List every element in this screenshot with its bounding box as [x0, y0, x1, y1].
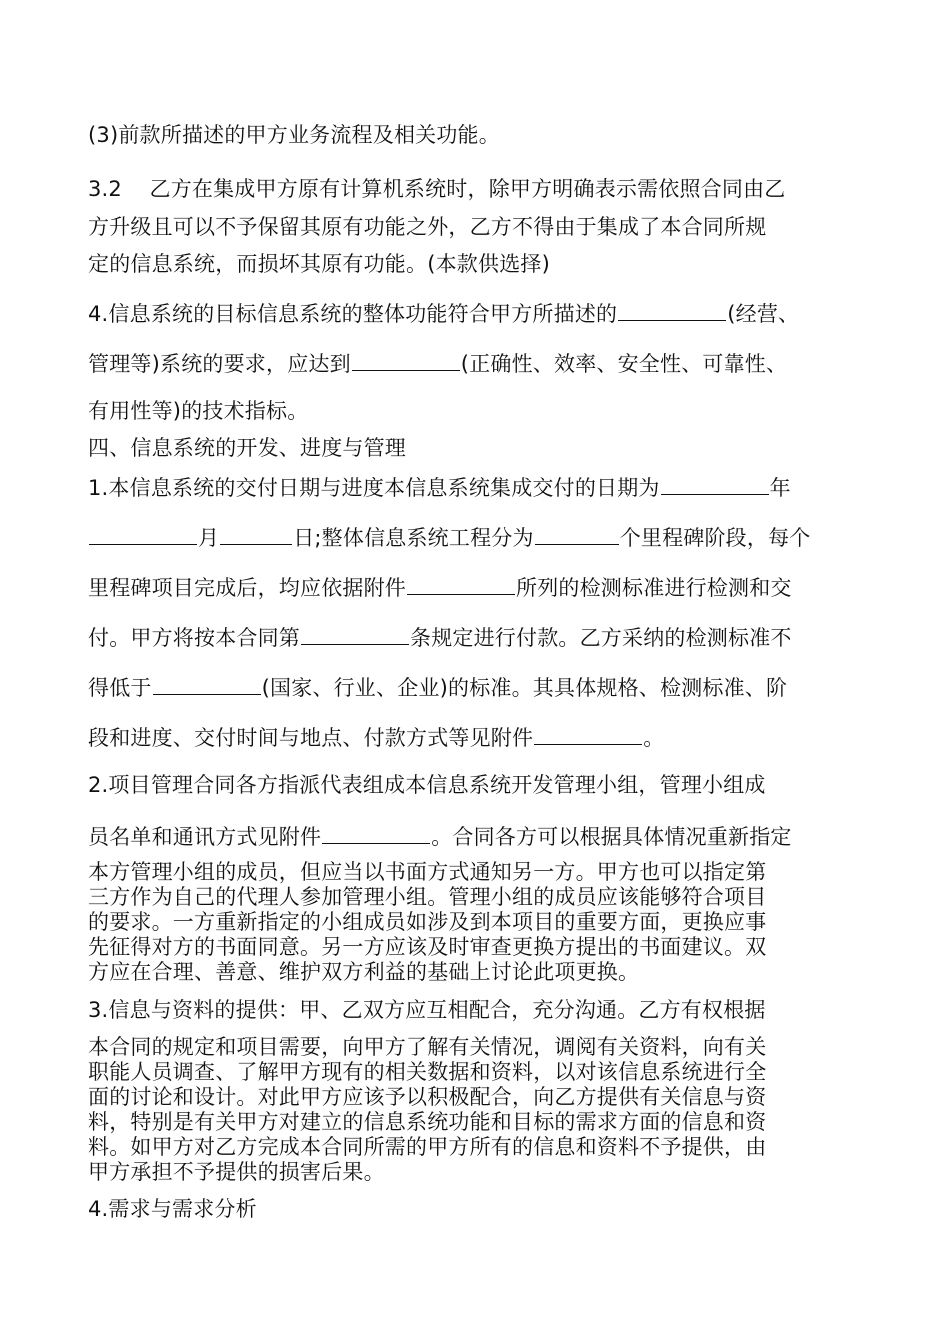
fill-blank — [661, 472, 769, 495]
paragraph-line — [88, 1058, 868, 1086]
text: 付。甲方将按本合同第 — [88, 626, 300, 650]
text: 条规定进行付款。乙方采纳的检测标准不 — [410, 626, 792, 650]
text: 管理等)系统的要求，应达到 — [88, 352, 351, 376]
fill-blank — [153, 672, 261, 695]
text: 先征得对方的书面同意。另一方应该及时审查更换方提出的书面建议。双 — [88, 935, 767, 959]
paragraph-line — [88, 121, 868, 149]
text: 的要求。一方重新指定的小组成员如涉及到本项目的重要方面，更换应事 — [88, 910, 767, 934]
text: 三方作为自己的代理人参加管理小组。管理小组的成员应该能够符合项目 — [88, 885, 767, 909]
paragraph-line — [88, 672, 868, 702]
text: 有用性等)的技术指标。 — [88, 399, 309, 423]
text: 3.2 乙方在集成甲方原有计算机系统时，除甲方明确表示需依照合同由乙 — [88, 177, 786, 201]
paragraph-line — [88, 175, 868, 203]
fill-blank — [322, 821, 430, 844]
text: 方升级且可以不予保留其原有功能之外，乙方不得由于集成了本合同所规 — [88, 215, 767, 239]
text: 1.本信息系统的交付日期与进度本信息系统集成交付的日期为 — [88, 476, 660, 500]
paragraph-line — [88, 996, 868, 1024]
fill-blank — [618, 298, 726, 321]
paragraph-line — [88, 1133, 868, 1161]
text: 3.信息与资料的提供：甲、乙双方应互相配合，充分沟通。乙方有权根据 — [88, 998, 766, 1022]
text: 本合同的规定和项目需要，向甲方了解有关情况，调阅有关资料，向有关 — [88, 1035, 767, 1059]
text: 料，特别是有关甲方对建立的信息系统功能和目标的需求方面的信息和资 — [88, 1110, 767, 1134]
fill-blank — [220, 522, 292, 545]
section-heading — [88, 434, 868, 462]
paragraph-line — [88, 771, 868, 799]
paragraph-line — [88, 298, 868, 328]
fill-blank — [407, 572, 515, 595]
fill-blank — [535, 522, 619, 545]
text: 料。如甲方对乙方完成本合同所需的甲方所有的信息和资料不予提供，由 — [88, 1135, 767, 1159]
paragraph-line — [88, 1083, 868, 1111]
section-heading — [88, 1195, 868, 1223]
paragraph-line — [88, 522, 868, 552]
text: 。合同各方可以根据具体情况重新指定 — [431, 825, 792, 849]
paragraph-line — [88, 1033, 868, 1061]
fill-blank — [301, 622, 409, 645]
text: 本方管理小组的成员，但应当以书面方式通知另一方。甲方也可以指定第 — [88, 860, 767, 884]
paragraph-line — [88, 472, 868, 502]
text: (国家、行业、企业)的标准。其具体规格、检测标准、阶 — [261, 676, 788, 700]
paragraph-line — [88, 883, 868, 911]
text: (经营、 — [727, 302, 800, 326]
text: 所列的检测标准进行检测和交 — [516, 576, 792, 600]
text: 日;整体信息系统工程分为 — [293, 526, 534, 550]
text: 。 — [643, 726, 665, 750]
text: 里程碑项目完成后，均应依据附件 — [88, 576, 406, 600]
text: 年 — [769, 476, 791, 500]
fill-blank — [352, 348, 460, 371]
paragraph-line — [88, 958, 868, 986]
text: 4.需求与需求分析 — [88, 1197, 257, 1221]
text: 得低于 — [88, 676, 152, 700]
text: 2.项目管理合同各方指派代表组成本信息系统开发管理小组，管理小组成 — [88, 773, 766, 797]
text: 段和进度、交付时间与地点、付款方式等见附件 — [88, 726, 534, 750]
text: 月 — [198, 526, 220, 550]
text: 面的讨论和设计。对此甲方应该予以积极配合，向乙方提供有关信息与资 — [88, 1085, 767, 1109]
text: (正确性、效率、安全性、可靠性、 — [460, 352, 788, 376]
text: 甲方承担不予提供的损害后果。 — [88, 1160, 385, 1184]
text: 方应在合理、善意、维护双方利益的基础上讨论此项更换。 — [88, 960, 640, 984]
text: 定的信息系统，而损坏其原有功能。(本款供选择) — [88, 252, 550, 276]
text: 个里程碑阶段，每个 — [619, 526, 811, 550]
paragraph-line — [88, 1158, 868, 1186]
fill-blank — [534, 722, 642, 745]
paragraph-line — [88, 348, 868, 378]
text: 4.信息系统的目标信息系统的整体功能符合甲方所描述的 — [88, 302, 618, 326]
paragraph-line — [88, 933, 868, 961]
paragraph-line — [88, 213, 868, 241]
text: 职能人员调查、了解甲方现有的相关数据和资料，以对该信息系统进行全 — [88, 1060, 767, 1084]
paragraph-line — [88, 722, 868, 752]
paragraph-line — [88, 622, 868, 652]
paragraph-line — [88, 572, 868, 602]
paragraph-line — [88, 858, 868, 886]
text: 四、信息系统的开发、进度与管理 — [88, 436, 406, 460]
paragraph-line — [88, 821, 868, 851]
fill-blank — [89, 522, 197, 545]
text: 员名单和通讯方式见附件 — [88, 825, 322, 849]
paragraph-line — [88, 908, 868, 936]
paragraph-line — [88, 250, 868, 278]
paragraph-line — [88, 397, 868, 425]
text: (3)前款所描述的甲方业务流程及相关功能。 — [88, 123, 500, 147]
paragraph-line — [88, 1108, 868, 1136]
